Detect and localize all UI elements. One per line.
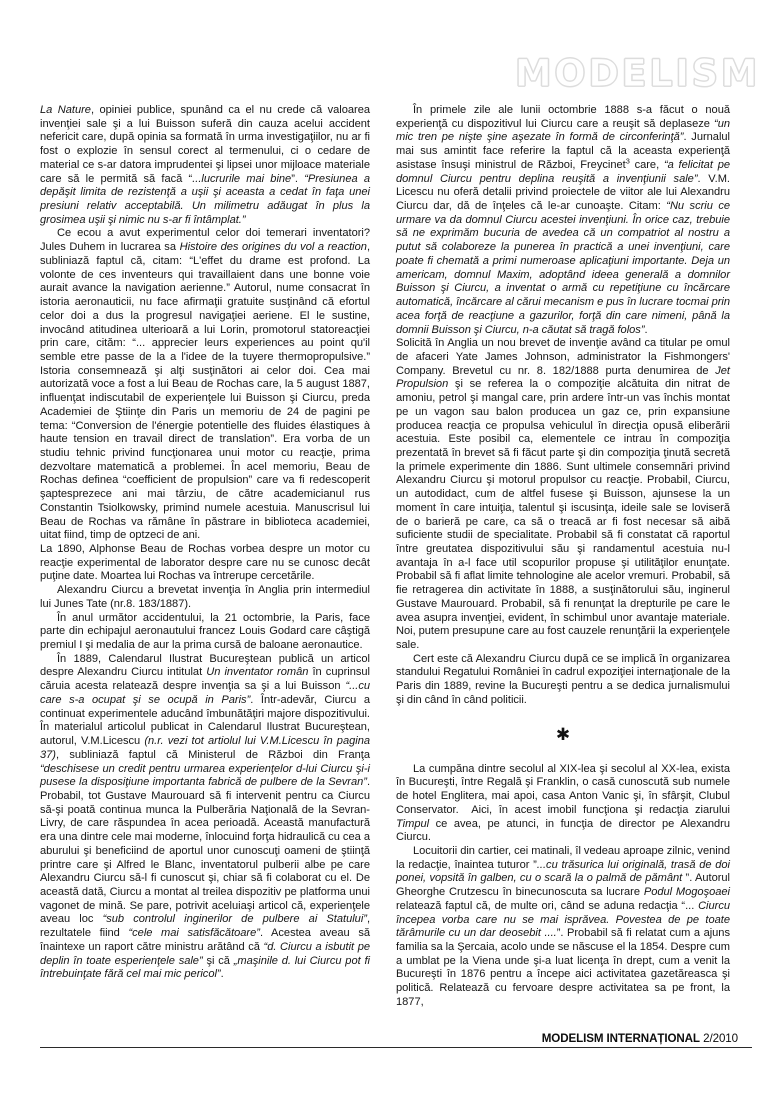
paragraph: Cert este că Alexandru Ciurcu după ce se implică în organizarea standului Regatului României în cadrul expoziţiei internaţionale de la Paris din 1889, revine la Bucureşti pentru a se dedica jurnalismului şi din când în când politicii. <box>396 652 730 706</box>
footnote-marker: 3 <box>625 156 630 166</box>
paragraph: Solicită în Anglia un nou brevet de invenţie având ca titular pe omul de afaceri Yate James Johnson, administrator la Fishmongers' Company. Brevetul cu nr. 8. 182/1888 purta denumirea de Jet Propulsion şi se referea la o compoziţie alcătuita din nitrat de amoniu, petrol şi mangal care, prin ardere într-un vas închis montat pe un vagon sau balon producea un gaz ce, prin expansiune producea reacţia ce propulsa vehiculul în direcţia opusă eliberării acestuia. Este posibil ca, elementele ce intrau în compoziţia prezentată în brevet să fi făcut parte şi din compoziţia ţinută secretă la primele experimente din 1886. Sunt ultimele consemnări privind Alexandru Ciurcu şi motorul propulsor cu reacţie. Probabil, Ciurcu, un autodidact, cum de altfel fusese şi Buisson, ajunsese la un moment în care intuiţia, talentul şi iscusinţa, ideile sale se loviseră de o barieră pe care, ca să o treacă ar fi fost necesar să aibă suficiente studii de specialitate. Probabil să fi constatat că raportul între greutatea dispozitivului său şi randamentul acestuia nu-l avantaja în a-l face util scopurilor propuse şi utilităţilor enunţate. Probabil să fi aflat limite tehnologine ale acelor vremuri. Probabil, să fie retragerea din activitate în 1888, a susţinătorului său, inginerul Gustave Maurouard. Probabil, să fi renunţat la drepturile pe care le avea asupra invenţiei, evident, în schimbul unor avantaje materiale. Noi, putem presupune care au fost cauzele renunţării la experienţele sale. <box>396 337 730 652</box>
paragraph: În primele zile ale lunii octombrie 1888 s-a făcut o nouă experienţă cu dispozitivul lui Ciurcu care a reuşit să deplaseze “un mic tren pe nişte şine aşezate în formă de circonferinţă”. Jurnalul mai sus amintit face referire la faptul că la aceasta experienţă asistase însuşi ministrul de Război, Freycinet$^3$ care, “a felicitat pe domnul Ciurcu pentru deplina reuşită a invenţiunii sale”. V.M. Licescu nu oferă detalii privind proiectele de viitor ale lui Alexandru Ciurcu dar, dă de înţeles că le-ar cunoaşte. Citam: “Nu scriu ce urmare va da domnul Ciurcu acestei invenţiuni. În orice caz, trebuie să ne exprimăm bucuria de avedea că un compatriot al nostru a putut să colaboreze la punerea în practică a unei invenţiuni, care poate fi chemată a primi numeroase aplicaţiuni importante. Deja un americam, domnul Maxim, adoptând ideea generală a domnilor Buisson şi Ciurcu, a inventat o armă cu repetiţiune cu încărcare automatică, încărcare al cărui mecanism e pus în lucrare tocmai prin acea forţă de reacţiune a gazurilor, forţă din care nimeni, până la domnii Buisson şi Ciurcu, n-a căutat să tragă folos”. <box>396 104 730 336</box>
right-column <box>396 104 730 1010</box>
paragraph: În 1889, Calendarul Ilustrat Bucureştean publică un articol despre Alexandru Ciurcu intitulat Un inventator român în cuprinsul căruia acesta relatează despre invenţia sa şi a lui Buisson “...cu care s-a ocupat şi se ocupă in Paris”. Într-adevăr, Ciurcu a continuat experimentele aducând îmbunătăţiri majore dispozitivului. În materialul articolul publicat in Calendarul Ilustrat Bucureştean, autorul, V.M.Licescu (n.r. vezi tot artiolul lui V.M.Licescu în pagina 37), subliniază faptul că Ministerul de Război din Franţa “deschisese un credit pentru urmarea experienţelor d-lui Ciurcu şi-i pusese la disposiţiune importanta fabrică de pulbere de la Sevran”. Probabil, tot Gustave Maurouard să fi intervenit pentru ca Ciurcu să-şi poată continua munca la Pulberăria Naţională de la Sevran-Livry, de care răspundea în acea perioadă. Această manufactură era una dintre cele mai moderne, înlocuind forţa hidraulică cu cea a aburului şi beneficiind de aportul unor cunoscuţi oameni de ştiinţă printre care şi Alfred le Blanc, inventatorul pulberii albe pe care Alexandru Ciurcu să-l fi cunoscut şi, chiar să fi colaborat cu el. De această dată, Ciurcu a montat al treilea dispozitiv pe platforma unui vagonet de mină. Se pare, potrivit aceluiaşi articol că, experienţele aveau loc “sub controlul inginerilor de pulbere ai Statului”, rezultatele fiind “cele mai satisfăcătoare”. Acestea aveau să înaintexe un raport către ministru arătând că “d. Ciurcu a isbutit pe deplin în toate esperienţele sale” şi că „maşinile d. lui Ciurcu pot fi întrebuinţate fără cel mai mic pericol”. <box>40 652 371 981</box>
paragraph: La Nature, opiniei publice, spunând ca el nu crede că valoarea invenţiei sale şi a lui Buisson suferă din cauza acelui accident nefericit care, după opinia sa formată în urma investigaţiilor, nu ar fi fost o explozie în sensul corect al termenului, ci o cedare de material ce s-ar datora imprudentei şi lipsei unor mijloace materiale care să le permită să facă “...lucrurile mai bine”. “Presiunea a depăşit limita de rezistenţă a uşii şi aceasta a cedat în faţa unei presiuni relativ acceptabilă. Un milimetru adăugat în plus la grosimea uşii şi nimic nu s-ar fi întâmplat.” <box>40 104 371 226</box>
paragraph: La 1890, Alphonse Beau de Rochas vorbea despre un motor cu reacţie experimental de laborator despre care nu se cunosc decât puţine date. Moartea lui Rochas va întrerupe cercetările. <box>40 543 370 583</box>
page-footer <box>40 1026 752 1048</box>
footer-issue: 2/2010 <box>703 1032 738 1045</box>
paragraph: Ce ecou a avut experimentul celor doi temerari inventatori? Jules Duhem in lucrarea sa Histoire des origines du vol a reaction, subliniază faptul că, citam: “L'effet du drame est profond. La volonte de ces inventeurs qui travaillaient dans une bonne voie aurait avance la navigation aerienne.” Autorul, nume consacrat în istoria aeronauticii, nu face afirmaţii gratuite susţinând că efortul celor doi a dus la progresul navigaţiei aeriene. El le sustine, invocând atitudinea ulterioară a lui Lorin, promotorul statoreacţiei prin care, cităm: “... apprecier leurs experiences au point qu'il semble etre passe de la a l'idee de la tuyere thermopropulsive.” Istoria consemnează şi alţi susţinători ai celor doi. Cea mai autorizată voce a fost a lui Beau de Rochas care, la 5 august 1887, influenţat indiscutabil de experienţele lui Buisson şi Ciurcu, preda Academiei de Ştiinţe din Paris un memoriu de 24 de pagini pe tema: “Conversion de l'énergie potentielle des fluides élastiques à haute tension en travail direct de translation”. Era vorba de un studiu tehnic privind funcţionarea unui motor cu reacţie, prima dezvoltare matematică a problemei. În acel memoriu, Beau de Rochas definea “coefficient de propulsion” care va fi redescoperit şaptesprezece ani mai târziu, de către academicianul rus Constantin Tsiolkowsky, primind numele acestuia. Manuscrisul lui Beau de Rochas va rămâne în păstrare in biblioteca academiei, uitat fiind, timp de optzeci de ani. <box>40 227 370 542</box>
masthead-logo <box>468 52 768 98</box>
footer-rule <box>40 1047 752 1048</box>
footer-text <box>542 1032 738 1045</box>
masthead-title: MODELISM <box>514 52 760 95</box>
footer-publication: MODELISM INTERNAȚIONAL <box>541 1032 700 1045</box>
paragraph: Alexandru Ciurcu a brevetat invenţia în Anglia prin intermediul lui Junes Tate (nr.8. 183/1887). <box>40 584 370 610</box>
section-separator: ✱ <box>555 724 571 745</box>
paragraph: Locuitorii din cartier, cei matinali, îl vedeau aproape zilnic, venind la redacţie, înaintea tuturor ”...cu trăsurica lui originală, trasă de doi ponei, vopsită în galben, cu o scară la o palmă de pământ ”. Autorul Gheorghe Crutzescu în binecunoscuta sa lucrare Podul Mogoşoaei relatează faptul că, de multe ori, când se aduna redacţia “... Ciurcu începea vorba care nu se mai isprăvea. Povestea de pe toate tărâmurile cu un dar deosebit ....”. Probabil să fi relatat cum a ajuns familia sa la Şercaia, acolo unde se născuse el la 1854. Despre cum a umblat pe la Viena unde şi-a luat licenţa în drept, cum a venit la Bucureşti în 1876 pentru a începe aici activitatea gazetăreasca şi politică. Relatează cu fervoare despre activitatea sa pe front, la 1877, <box>396 844 730 1008</box>
paragraph: La cumpăna dintre secolul al XIX-lea şi secolul al XX-lea, exista în Bucureşti, între Regală şi Franklin, o casă cunoscută sub numele de hotel Englitera, mai apoi, casa Anton Vanic şi, în sfârşit, Clubul Conservator. Aici, în acest imobil funcţiona şi redacţia ziarului Timpul ce avea, pe atunci, in funcţia de director pe Alexandru Ciurcu. <box>396 762 730 844</box>
paragraph: În anul următor accidentului, la 21 octombrie, la Paris, face parte din echipajul aeronautului francez Louis Godard care câştigă premiul I şi medalia de aur la prima cursă de baloane aeronautice. <box>40 611 370 652</box>
left-column <box>40 104 370 982</box>
